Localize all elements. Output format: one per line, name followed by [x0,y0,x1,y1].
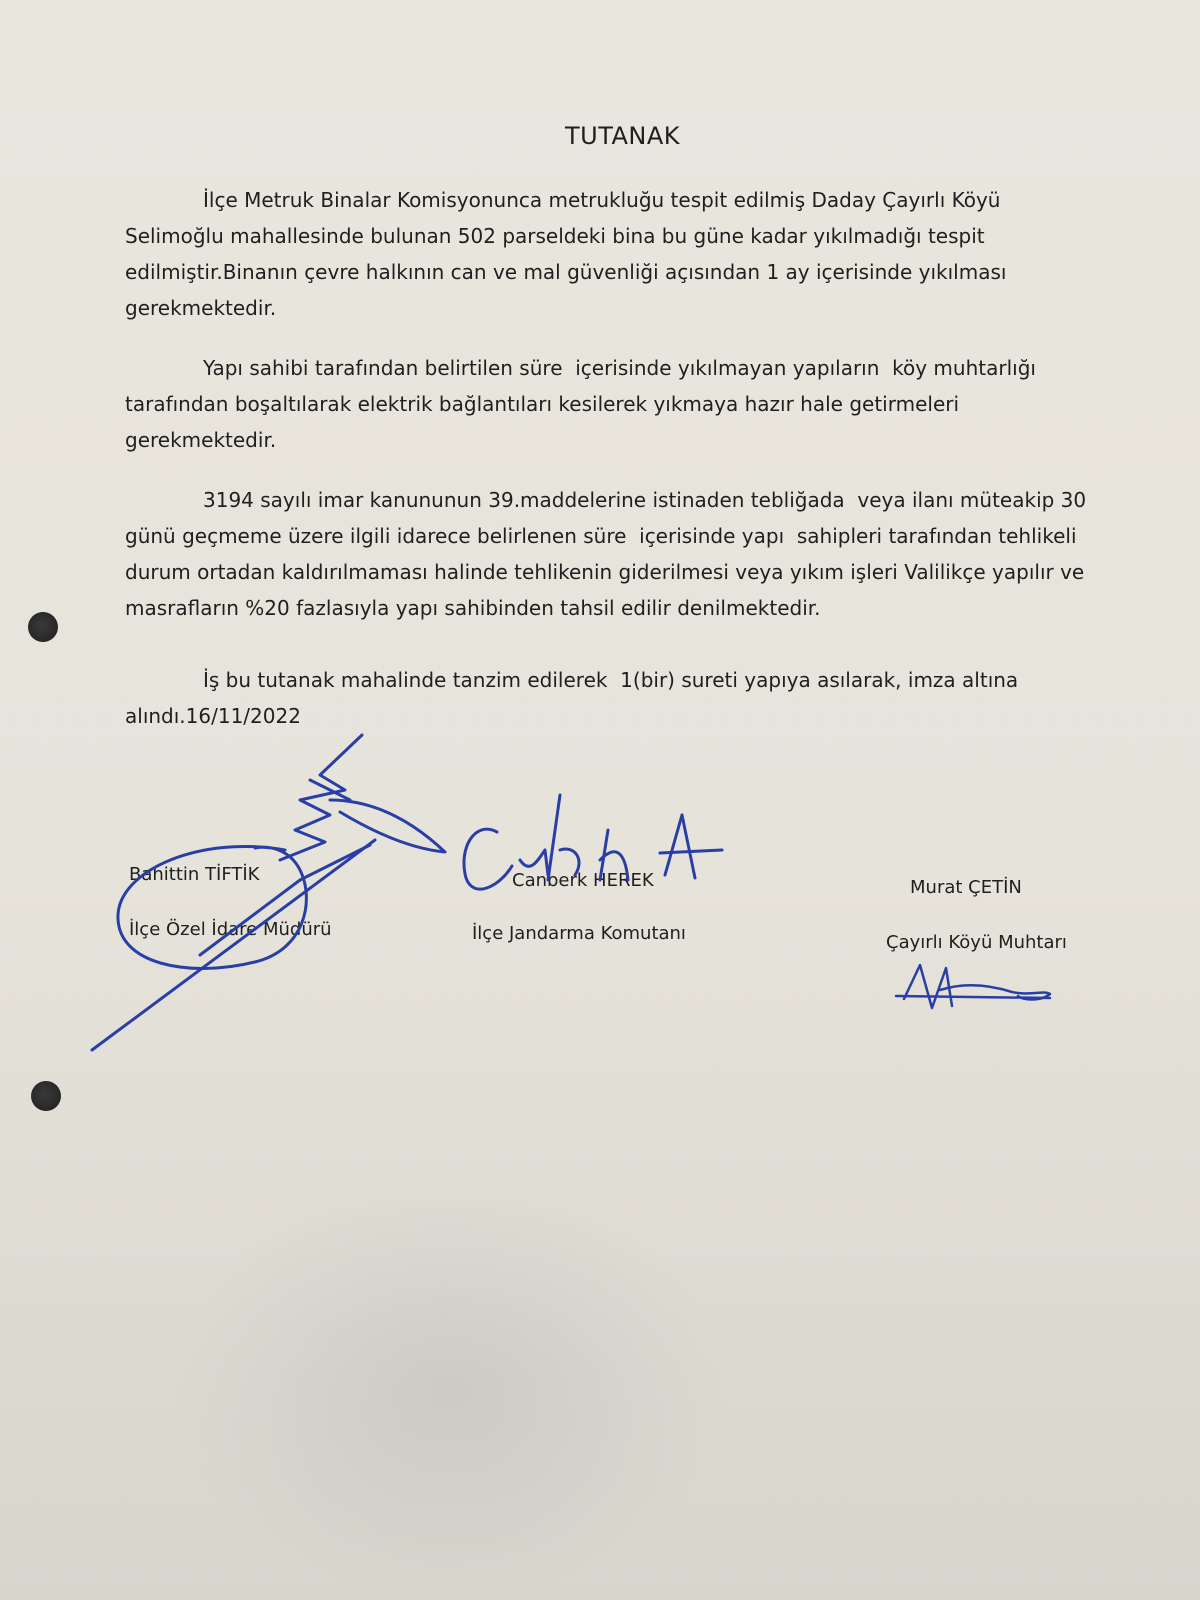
photo-shadow [170,1180,730,1600]
signature-3 [896,965,1050,1008]
paragraph-1: İlçe Metruk Binalar Komisyonunca metrukluğu tespit edilmiş Daday Çayırlı Köyü Selimoğlu mahallesinde bulunan 502 parseldeki bina bu güne kadar yıkılmadığı tespit edilmiştir.Binanın çevre halkının can ve mal güvenliği açısından 1 ay içerisinde yıkılması gerekmektedir. [125,188,1013,320]
signatory-1-name: Bahittin TİFTİK [129,864,260,885]
signatory-3-title: Çayırlı Köyü Muhtarı [886,932,1067,953]
paragraph-3: 3194 sayılı imar kanununun 39.maddelerine istinaden tebliğada veya ilanı müteakip 30 günü geçmeme üzere ilgili idarece belirlenen süre içerisinde yapı sahipleri tarafından tehlikeli durum ortadan kaldırılmaması halinde tehlikenin giderilmesi veya yıkım işleri Valilikçe yapılır ve masrafların %20 fazlasıyla yapı sahibinden tahsil edilir denilmektedir. [125,488,1093,620]
paragraph-4: İş bu tutanak mahalinde tanzim edilerek 1(bir) sureti yapıya asılarak, imza altına alındı.16/11/2022 [125,668,1025,728]
punch-hole-top [28,612,58,642]
signature-1 [92,735,445,1050]
signatory-2-title: İlçe Jandarma Komutanı [472,923,686,944]
signatory-2-name: Canberk HEREK [512,870,654,891]
document-title: TUTANAK [564,122,681,150]
signatory-3-name: Murat ÇETİN [910,877,1022,898]
signatory-1-title: İlçe Özel İdare Müdürü [129,919,332,940]
paragraph-2: Yapı sahibi tarafından belirtilen süre içerisinde yıkılmayan yapıların köy muhtarlığı tarafından boşaltılarak elektrik bağlantıları kesilerek yıkmaya hazır hale getirmeleri gerekmektedir. [125,356,1043,452]
punch-hole-bottom [31,1081,61,1111]
